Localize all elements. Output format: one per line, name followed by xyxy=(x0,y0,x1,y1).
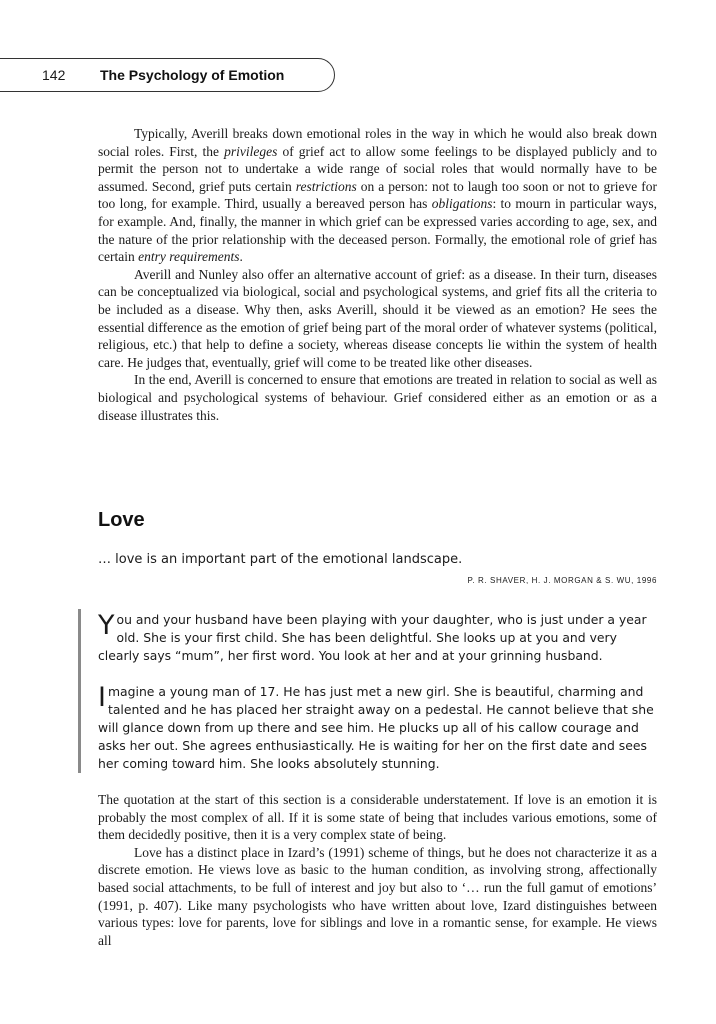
body-text-top xyxy=(98,125,657,424)
book-title: The Psychology of Emotion xyxy=(100,67,285,83)
section-heading-love: Love xyxy=(98,509,145,531)
dropcap-y: Y xyxy=(98,610,115,641)
emphasis-obligations: obligations xyxy=(431,196,493,212)
epigraph-attribution: P. R. SHAVER, H. J. MORGAN & S. WU, 1996 xyxy=(467,576,657,585)
paragraph-emotional-roles: Typically, Averill breaks down emotional roles in the way in which he would also break down social roles. First, the privileges of grief act to allow some feelings to be displayed publicly and to permit the person not to undertake a wide range of social roles that would normally have to be assumed. Second, grief puts certain restrictions on a person: not to laugh too soon or not to grieve for too long, for example. Third, usually a bereaved person has obligations: to mourn in particular ways, for example. And, finally, the manner in which grief can be expressed varies according to age, sex, and the nature of the prior relationship with the deceased person. Formally, the emotional role of grief has certain entry requirements. xyxy=(98,126,657,265)
vignette-daughter: You and your husband have been playing with your daughter, who is just under a year old. She is your first child. She has been delightful. She looks up at you and very clearly says “mum”, her first word. You look at her and at your grinning husband. xyxy=(98,610,647,663)
paragraph-grief-disease: Averill and Nunley also offer an alternative account of grief: as a disease. In their turn, diseases can be conceptualized via biological, social and psychological systems, and grief fits all the criteria to be included as a disease. Why then, asks Averill, should it be viewed as an emotion? He sees the essential difference as the emotion of grief being part of the moral order of whatever systems (political, religious, etc.) that help to define a society, whereas disease concepts lie within the system of health care. He judges that, eventually, grief will come to be treated like other diseases. xyxy=(98,266,657,370)
paragraph-love-complexity: The quotation at the start of this section is a considerable understatement. If love is an emotion it is probably the most complex of all. If it is some state of being that includes various emotions, some of them decidedly positive, then it is a very complex state of being. xyxy=(98,792,657,843)
emphasis-restrictions: restrictions xyxy=(295,178,357,194)
body-text-bottom xyxy=(98,791,657,949)
emphasis-privileges: privileges xyxy=(224,143,278,159)
page-number: 142 xyxy=(42,67,66,83)
epigraph-quote: … love is an important part of the emotional landscape. xyxy=(98,552,463,567)
dropcap-i: I xyxy=(98,682,106,713)
running-head xyxy=(0,58,343,92)
vignette-young-man: Imagine a young man of 17. He has just met a new girl. She is beautiful, charming and talented and he has placed her straight away on a pedestal. He cannot believe that she will glance down from up there and see him. He plucks up all of his callow courage and asks her out. She agrees enthusiastically. He is waiting for her on the first date and sees her coming toward him. She looks absolutely stunning. xyxy=(98,682,654,771)
paragraph-izard-love: Love has a distinct place in Izard’s (1991) scheme of things, but he does not characterize it as a discrete emotion. He views love as basic to the human condition, as involving strong, affectionally based social attachments, to be full of interest and joy but also to ‘… run the full gamut of emotions’ (1991, p. 407). Like many psychologists who have written about love, Izard distinguishes between various types: love for parents, love for siblings and love in a romantic sense, for example. He views all xyxy=(98,844,657,948)
paragraph-averill-conclusion: In the end, Averill is concerned to ensure that emotions are treated in relation to social as well as biological and psychological systems of behaviour. Grief considered either as an emotion or as a disease illustrates this. xyxy=(98,372,657,423)
emphasis-entry-requirements: entry requirements xyxy=(138,249,240,265)
vignette-sidebar-rule xyxy=(78,609,81,773)
